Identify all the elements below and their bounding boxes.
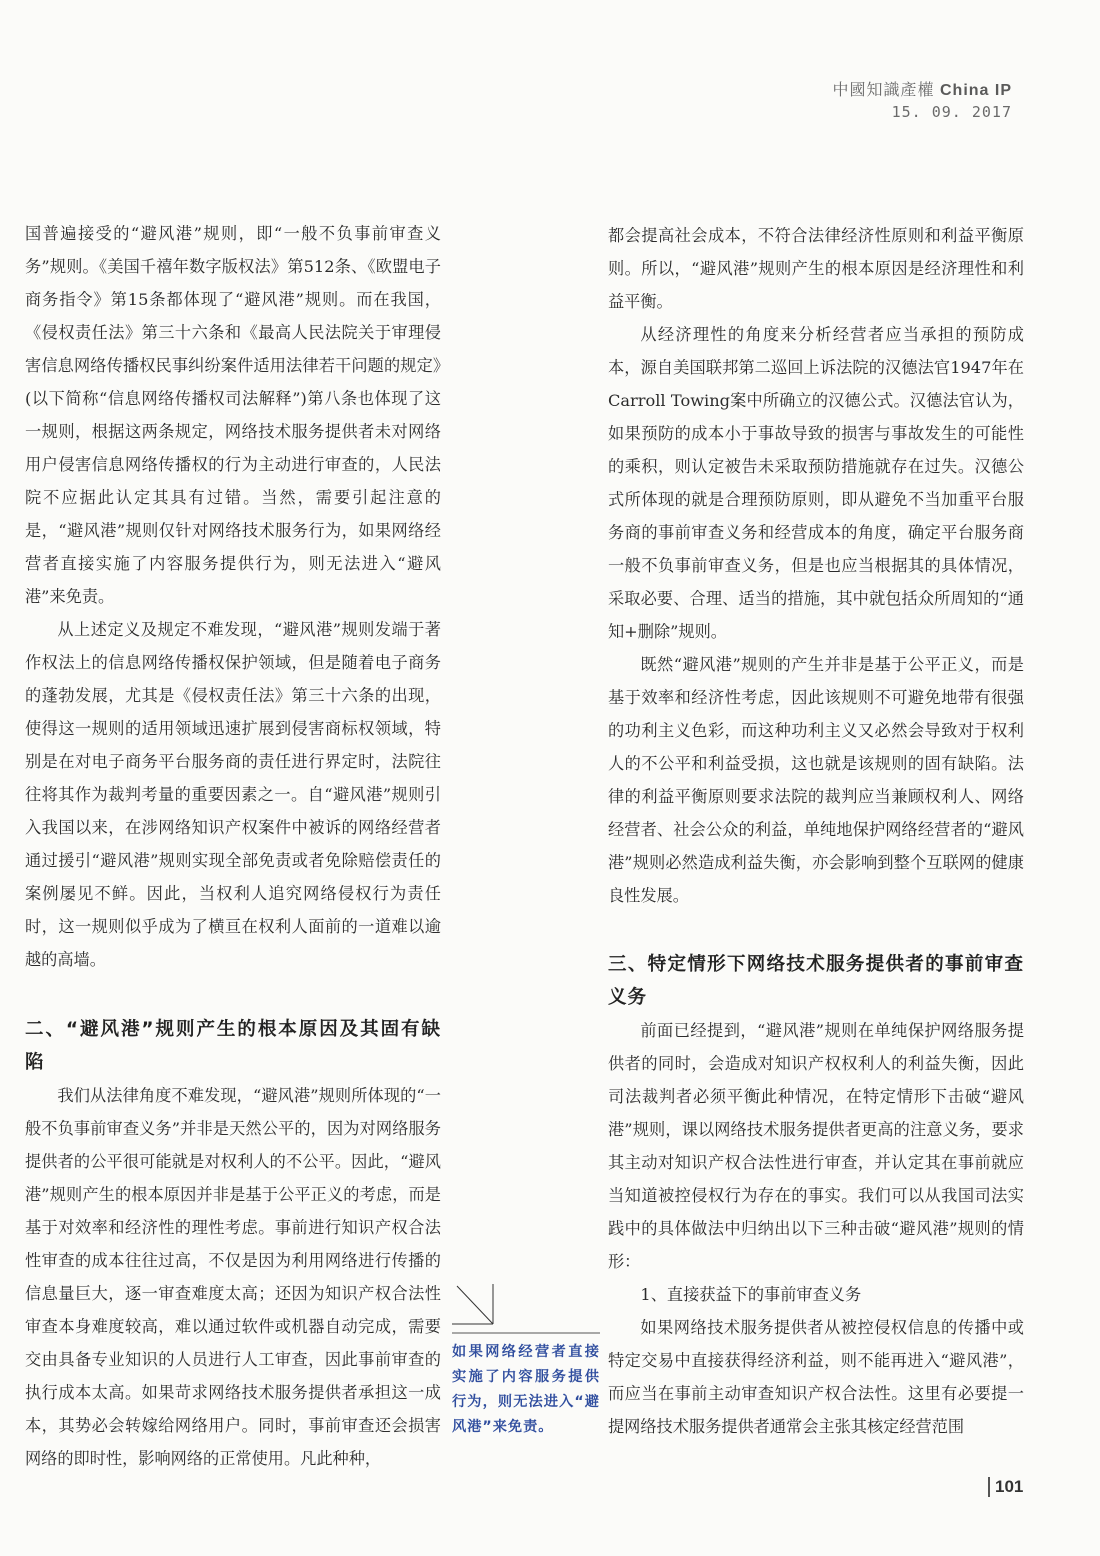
left-column bbox=[25, 217, 441, 1475]
pull-quote bbox=[452, 1282, 600, 1440]
pull-quote-text: 如果网络经营者直接实施了内容服务提供行为，则无法进入“避风港”来免责。 bbox=[452, 1344, 600, 1435]
page-number: 101 bbox=[988, 1477, 1023, 1497]
paragraph: 都会提高社会成本，不符合法律经济性原则和利益平衡原则。所以，“避风港”规则产生的根本原因是经济理性和利益平衡。 bbox=[608, 226, 1024, 311]
paragraph: 从上述定义及规定不难发现，“避风港”规则发端于著作权法上的信息网络传播权保护领域，但是随着电子商务的蓬勃发展，尤其是《侵权责任法》第三十六条的出现，使得这一规则的适用领域迅速扩展到侵害商标权领域，特别是在对电子商务平台服务商的责任进行界定时，法院往往将其作为裁判考量的重要因素之一。自“避风港”规则引入我国以来，在涉网络知识产权案件中被诉的网络经营者通过援引“避风港”规则实现全部免责或者免除赔偿责任的案例屡见不鲜。因此，当权利人追究网络侵权行为责任时，这一规则似乎成为了横亘在权利人面前的一道难以逾越的高墙。 bbox=[25, 620, 441, 969]
corner-arrow-icon bbox=[452, 1282, 600, 1334]
section-heading-3: 三、特定情形下网络技术服务提供者的事前审查义务 bbox=[608, 954, 1024, 1008]
paragraph: 既然“避风港”规则的产生并非是基于公平正义，而是基于效率和经济性考虑，因此该规则不可避免地带有很强的功利主义色彩，而这种功利主义又必然会导致对于权利人的不公平和利益受损，这也就是该规则的固有缺陷。法律的利益平衡原则要求法院的裁判应当兼顾权利人、网络经营者、社会公众的利益，单纯地保护网络经营者的“避风港”规则必然造成利益失衡，亦会影响到整个互联网的健康良性发展。 bbox=[608, 655, 1024, 905]
right-column bbox=[608, 219, 1024, 1443]
section-heading-2: 二、“避风港”规则产生的根本原因及其固有缺陷 bbox=[25, 1019, 441, 1073]
paragraph: 前面已经提到，“避风港”规则在单纯保护网络服务提供者的同时，会造成对知识产权权利人的利益失衡，因此司法裁判者必须平衡此种情况，在特定情形下击破“避风港”规则，课以网络技术服务提供者更高的注意义务，要求其主动对知识产权合法性进行审查，并认定其在事前就应当知道被控侵权行为存在的事实。我们可以从我国司法实践中的具体做法中归纳出以下三种击破“避风港”规则的情形： bbox=[608, 1021, 1024, 1271]
issue-date: 15. 09. 2017 bbox=[891, 103, 1012, 121]
paragraph: 从经济理性的角度来分析经营者应当承担的预防成本，源自美国联邦第二巡回上诉法院的汉德法官1947年在Carroll Towing案中所确立的汉德公式。汉德法官认为，如果预防的成本小于事故导致的损害与事故发生的可能性的乘积，则认定被告未采取预防措施就存在过失。汉德公式所体现的就是合理预防原则，即从避免不当加重平台服务商的事前审查义务和经营成本的角度，确定平台服务商一般不负事前审查义务，但是也应当根据其的具体情况，采取必要、合理、适当的措施，其中就包括众所周知的“通知+删除”规则。 bbox=[608, 325, 1024, 641]
brand-chinese: 中國知識產權 bbox=[832, 82, 935, 99]
paragraph: 如果网络技术服务提供者从被控侵权信息的传播中或特定交易中直接获得经济利益，则不能再进入“避风港”，而应当在事前主动审查知识产权合法性。这里有必要提一提网络技术服务提供者通常会主张其核定经营范围 bbox=[608, 1318, 1024, 1436]
brand-english: China IP bbox=[939, 82, 1012, 99]
subheading: 1、直接获益下的事前审查义务 bbox=[640, 1285, 862, 1304]
paragraph: 我们从法律角度不难发现，“避风港”规则所体现的“一般不负事前审查义务”并非是天然公平的，因为对网络服务提供者的公平很可能就是对权利人的不公平。因此，“避风港”规则产生的根本原因并非是基于公平正义的考虑，而是基于对效率和经济性的理性考虑。事前进行知识产权合法性审查的成本往往过高，不仅是因为利用网络进行传播的信息量巨大，逐一审查难度太高；还因为知识产权合法性审查本身难度较高，难以通过软件或机器自动完成，需要交由具备专业知识的人员进行人工审查，因此事前审查的执行成本太高。如果苛求网络技术服务提供者承担这一成本，其势必会转嫁给网络用户。同时，事前审查还会损害网络的即时性，影响网络的正常使用。凡此种种， bbox=[25, 1086, 441, 1468]
publication-brand bbox=[833, 80, 1012, 102]
masthead bbox=[833, 80, 1012, 122]
paragraph: 国普遍接受的“避风港”规则，即“一般不负事前审查义务”规则。《美国千禧年数字版权法》第512条、《欧盟电子商务指令》第15条都体现了“避风港”规则。而在我国，《侵权责任法》第三十六条和《最高人民法院关于审理侵害信息网络传播权民事纠纷案件适用法律若干问题的规定》(以下简称“信息网络传播权司法解释”)第八条也体现了这一规则，根据这两条规定，网络技术服务提供者未对网络用户侵害信息网络传播权的行为主动进行审查的，人民法院不应据此认定其具有过错。当然，需要引起注意的是，“避风港”规则仅针对网络技术服务行为，如果网络经营者直接实施了内容服务提供行为，则无法进入“避风港”来免责。 bbox=[25, 224, 441, 606]
